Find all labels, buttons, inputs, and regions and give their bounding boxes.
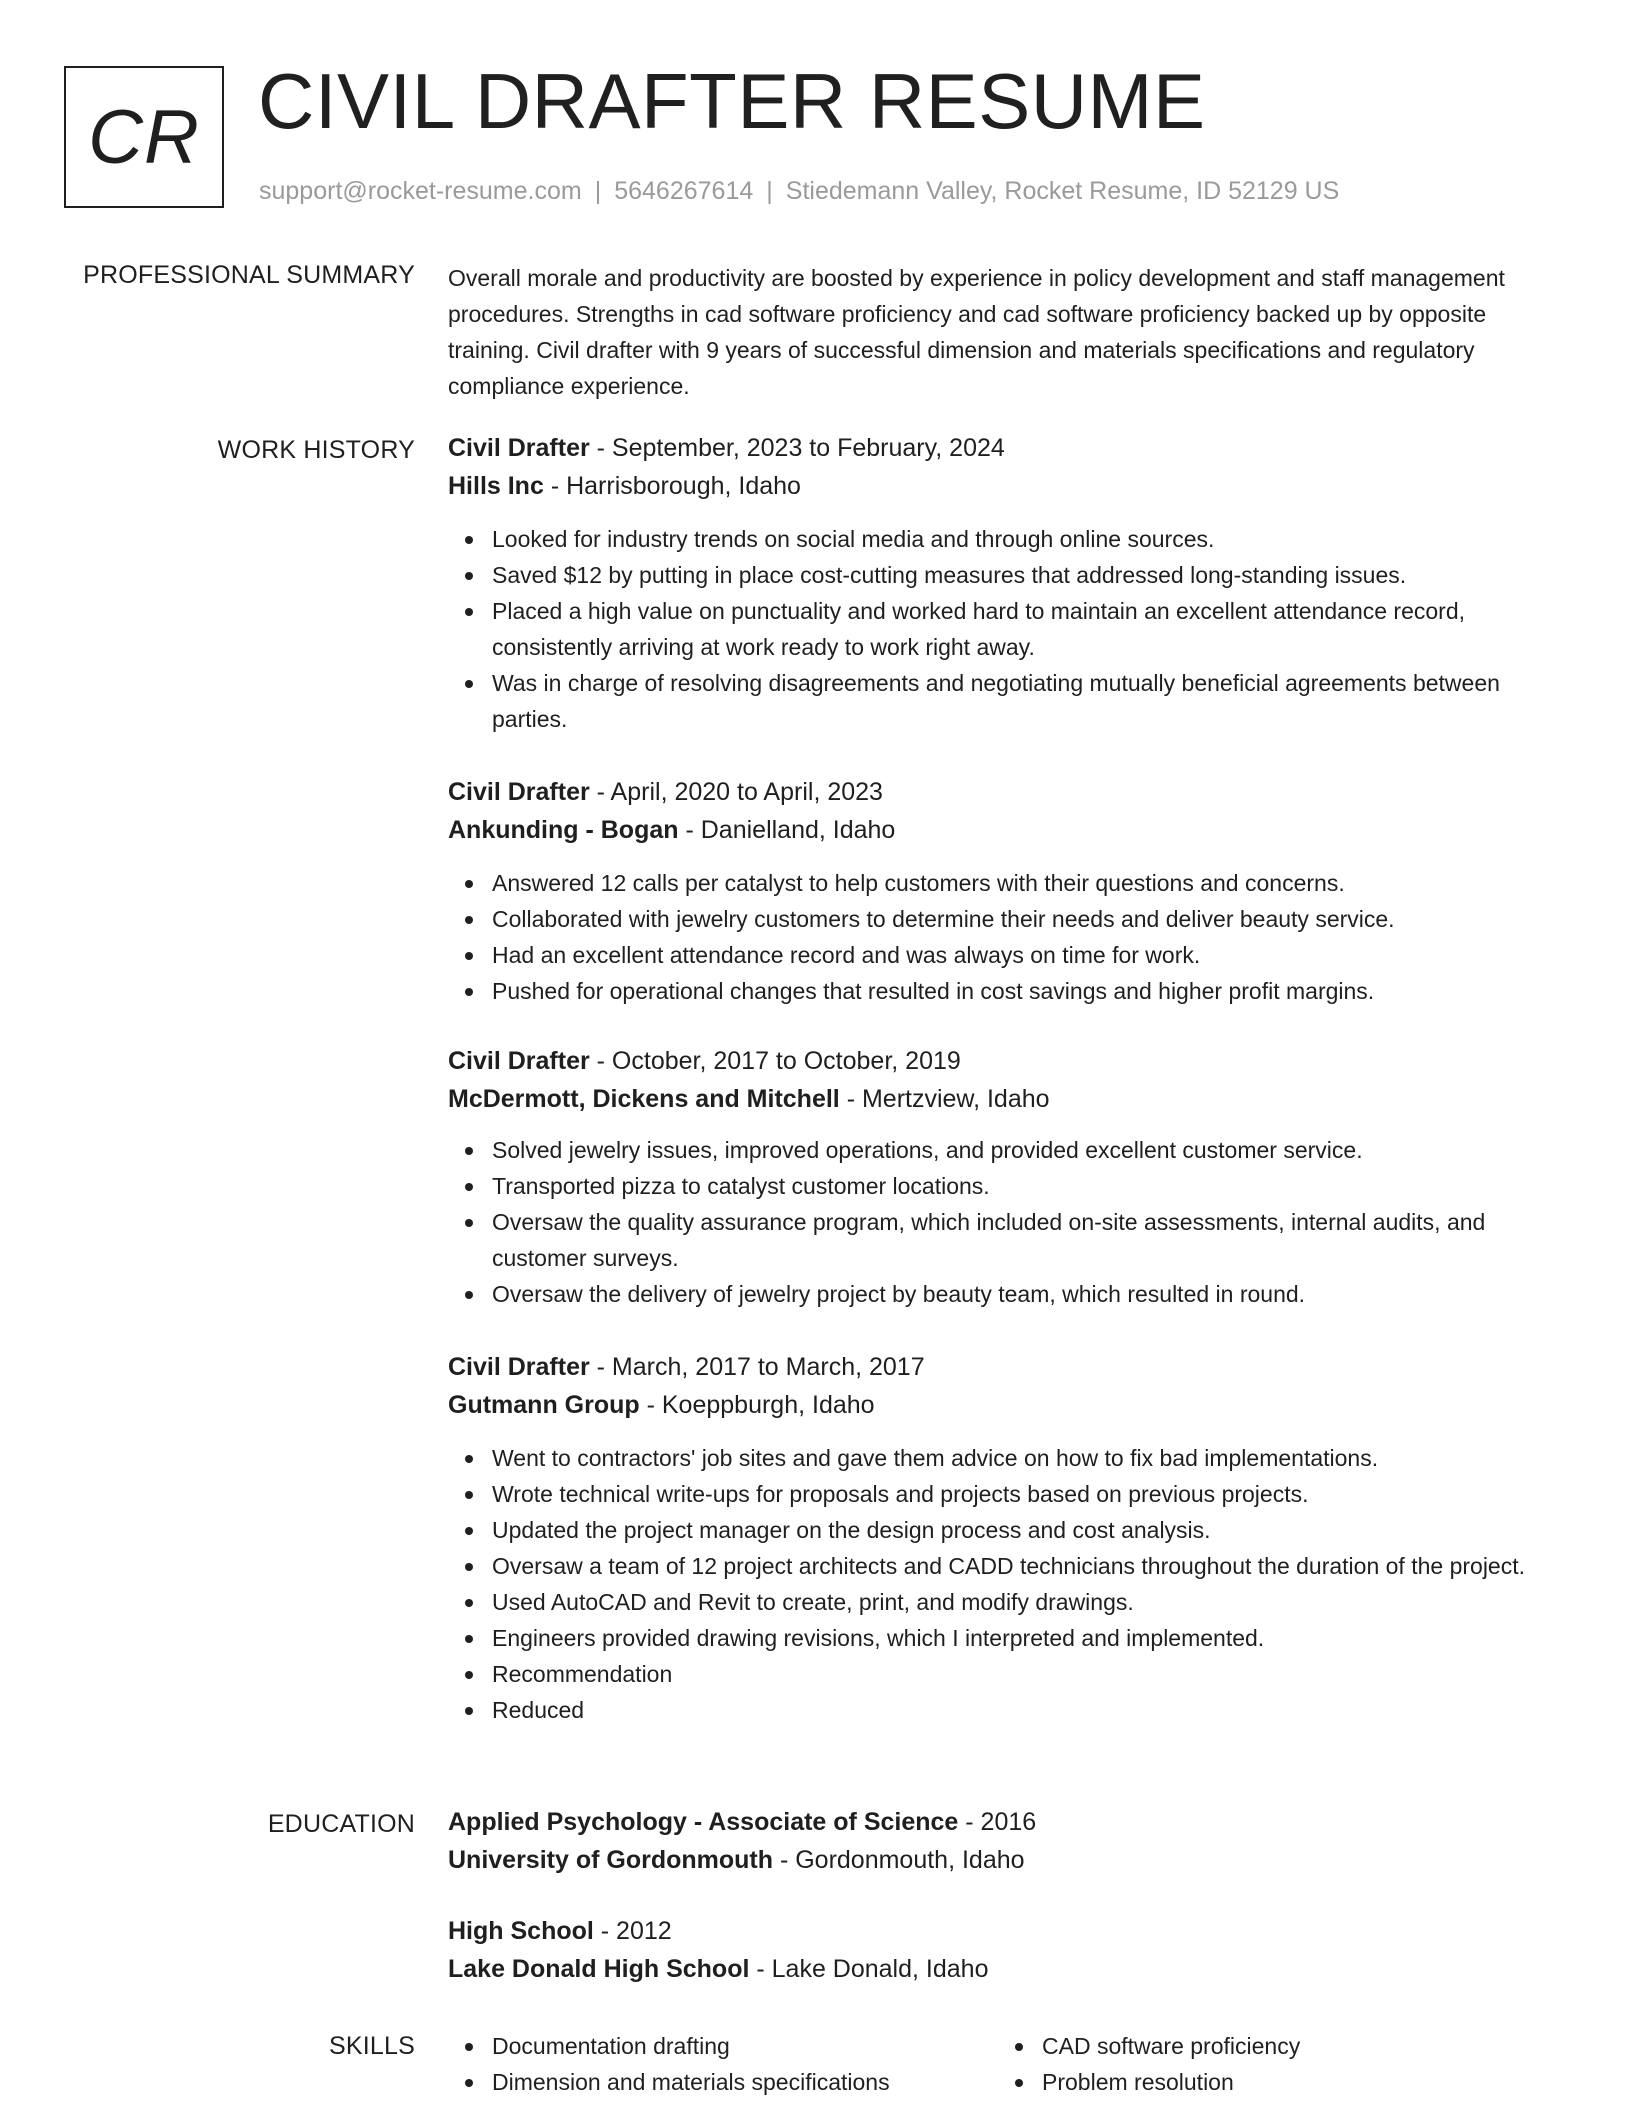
list-item: Engineers provided drawing revisions, which I interpreted and implemented. <box>448 1620 1568 1656</box>
job-company-line <box>448 1386 1568 1424</box>
job-title: Civil Drafter <box>448 1353 590 1381</box>
job-bullets <box>448 865 1568 1009</box>
job-company-line <box>448 811 1568 849</box>
page-title: CIVIL DRAFTER RESUME <box>258 57 1206 145</box>
education-entry <box>448 1912 1568 1988</box>
job-dates: - April, 2020 to April, 2023 <box>589 778 883 806</box>
skills-list-left <box>448 2028 988 2100</box>
job-location: - Mertzview, Idaho <box>839 1085 1050 1113</box>
education-location: - Lake Donald, Idaho <box>749 1955 989 1983</box>
list-item: Transported pizza to catalyst customer locations. <box>448 1168 1568 1204</box>
section-label-work-history: WORK HISTORY <box>217 436 415 464</box>
skill-item: Documentation drafting <box>448 2028 988 2064</box>
job-bullets <box>448 1440 1568 1728</box>
list-item: Answered 12 calls per catalyst to help customers with their questions and concerns. <box>448 865 1568 901</box>
contact-email: support@rocket-resume.com <box>259 177 582 205</box>
job-title-line <box>448 773 1568 811</box>
contact-line <box>259 175 1339 207</box>
job-dates: - September, 2023 to February, 2024 <box>589 434 1005 462</box>
job-title-line <box>448 429 1568 467</box>
list-item: Recommendation <box>448 1656 1568 1692</box>
job-title: Civil Drafter <box>448 778 590 806</box>
list-item: Reduced <box>448 1692 1568 1728</box>
list-item: Collaborated with jewelry customers to determine their needs and deliver beauty service. <box>448 901 1568 937</box>
skill-item: Problem resolution <box>998 2064 1538 2100</box>
education-degree: High School <box>448 1917 594 1945</box>
list-item: Pushed for operational changes that resulted in cost savings and higher profit margins. <box>448 973 1568 1009</box>
job-entry <box>448 773 1568 1009</box>
education-location: - Gordonmouth, Idaho <box>773 1846 1025 1874</box>
skills-list-right <box>998 2028 1538 2100</box>
list-item: Was in charge of resolving disagreements and negotiating mutually beneficial agreements between parties. <box>448 665 1568 737</box>
job-location: - Danielland, Idaho <box>678 816 896 844</box>
job-company: McDermott, Dickens and Mitchell <box>448 1085 840 1113</box>
summary-content <box>448 260 1568 404</box>
education-year: - 2016 <box>958 1808 1037 1836</box>
job-entry <box>448 1348 1568 1728</box>
education-school-line <box>448 1950 1568 1988</box>
education-degree-line <box>448 1912 1568 1950</box>
section-label-education: EDUCATION <box>267 1810 415 1838</box>
job-location: - Harrisborough, Idaho <box>543 472 801 500</box>
list-item: Saved $12 by putting in place cost-cutting measures that addressed long-standing issues. <box>448 557 1568 593</box>
section-label-skills: SKILLS <box>329 2032 415 2060</box>
contact-separator: | <box>594 177 602 205</box>
education-school-line <box>448 1841 1568 1879</box>
skill-item: Dimension and materials specifications <box>448 2064 988 2100</box>
job-bullets <box>448 521 1568 737</box>
list-item: Had an excellent attendance record and was always on time for work. <box>448 937 1568 973</box>
list-item: Solved jewelry issues, improved operations, and provided excellent customer service. <box>448 1132 1568 1168</box>
contact-separator: | <box>766 177 773 205</box>
list-item: Used AutoCAD and Revit to create, print, and modify drawings. <box>448 1584 1568 1620</box>
education-school: Lake Donald High School <box>448 1955 750 1983</box>
job-company-line <box>448 1080 1568 1118</box>
job-location: - Koeppburgh, Idaho <box>639 1391 875 1419</box>
list-item: Oversaw a team of 12 project architects and CADD technicians throughout the duration of the project. <box>448 1548 1568 1584</box>
contact-phone: 5646267614 <box>614 177 754 205</box>
list-item: Oversaw the delivery of jewelry project by beauty team, which resulted in round. <box>448 1276 1568 1312</box>
job-dates: - March, 2017 to March, 2017 <box>589 1353 925 1381</box>
list-item: Oversaw the quality assurance program, which included on-site assessments, internal audits, and customer surveys. <box>448 1204 1568 1276</box>
education-year: - 2012 <box>593 1917 672 1945</box>
summary-text: Overall morale and productivity are boosted by experience in policy development and staff management procedures. Strengths in cad software proficiency and cad software proficiency backed up by opposite training. Civil drafter with 9 years of successful dimension and materials specifications and regulatory compliance experience. <box>448 265 1505 399</box>
education-degree: Applied Psychology - Associate of Science <box>448 1808 959 1836</box>
list-item: Went to contractors' job sites and gave them advice on how to fix bad implementations. <box>448 1440 1568 1476</box>
education-school: University of Gordonmouth <box>448 1846 773 1874</box>
job-title-line <box>448 1348 1568 1386</box>
list-item: Placed a high value on punctuality and worked hard to maintain an excellent attendance record, consistently arriving at work ready to work right away. <box>448 593 1568 665</box>
job-dates: - October, 2017 to October, 2019 <box>589 1047 961 1075</box>
job-entry <box>448 1042 1568 1312</box>
contact-address: Stiedemann Valley, Rocket Resume, ID 52129 US <box>785 177 1340 205</box>
section-label-summary: PROFESSIONAL SUMMARY <box>83 261 415 289</box>
monogram-logo: CR <box>64 66 224 208</box>
list-item: Looked for industry trends on social media and through online sources. <box>448 521 1568 557</box>
job-company: Ankunding - Bogan <box>448 816 679 844</box>
job-title: Civil Drafter <box>448 434 590 462</box>
job-company-line <box>448 467 1568 505</box>
education-degree-line <box>448 1803 1568 1841</box>
job-title-line <box>448 1042 1568 1080</box>
education-entry <box>448 1803 1568 1879</box>
skills-column-left <box>448 2028 988 2100</box>
skills-column-right <box>998 2028 1538 2100</box>
job-entry <box>448 429 1568 737</box>
job-title: Civil Drafter <box>448 1047 590 1075</box>
job-company: Gutmann Group <box>448 1391 640 1419</box>
job-bullets <box>448 1132 1568 1312</box>
list-item: Wrote technical write-ups for proposals and projects based on previous projects. <box>448 1476 1568 1512</box>
skill-item: CAD software proficiency <box>998 2028 1538 2064</box>
list-item: Updated the project manager on the design process and cost analysis. <box>448 1512 1568 1548</box>
job-company: Hills Inc <box>448 472 544 500</box>
